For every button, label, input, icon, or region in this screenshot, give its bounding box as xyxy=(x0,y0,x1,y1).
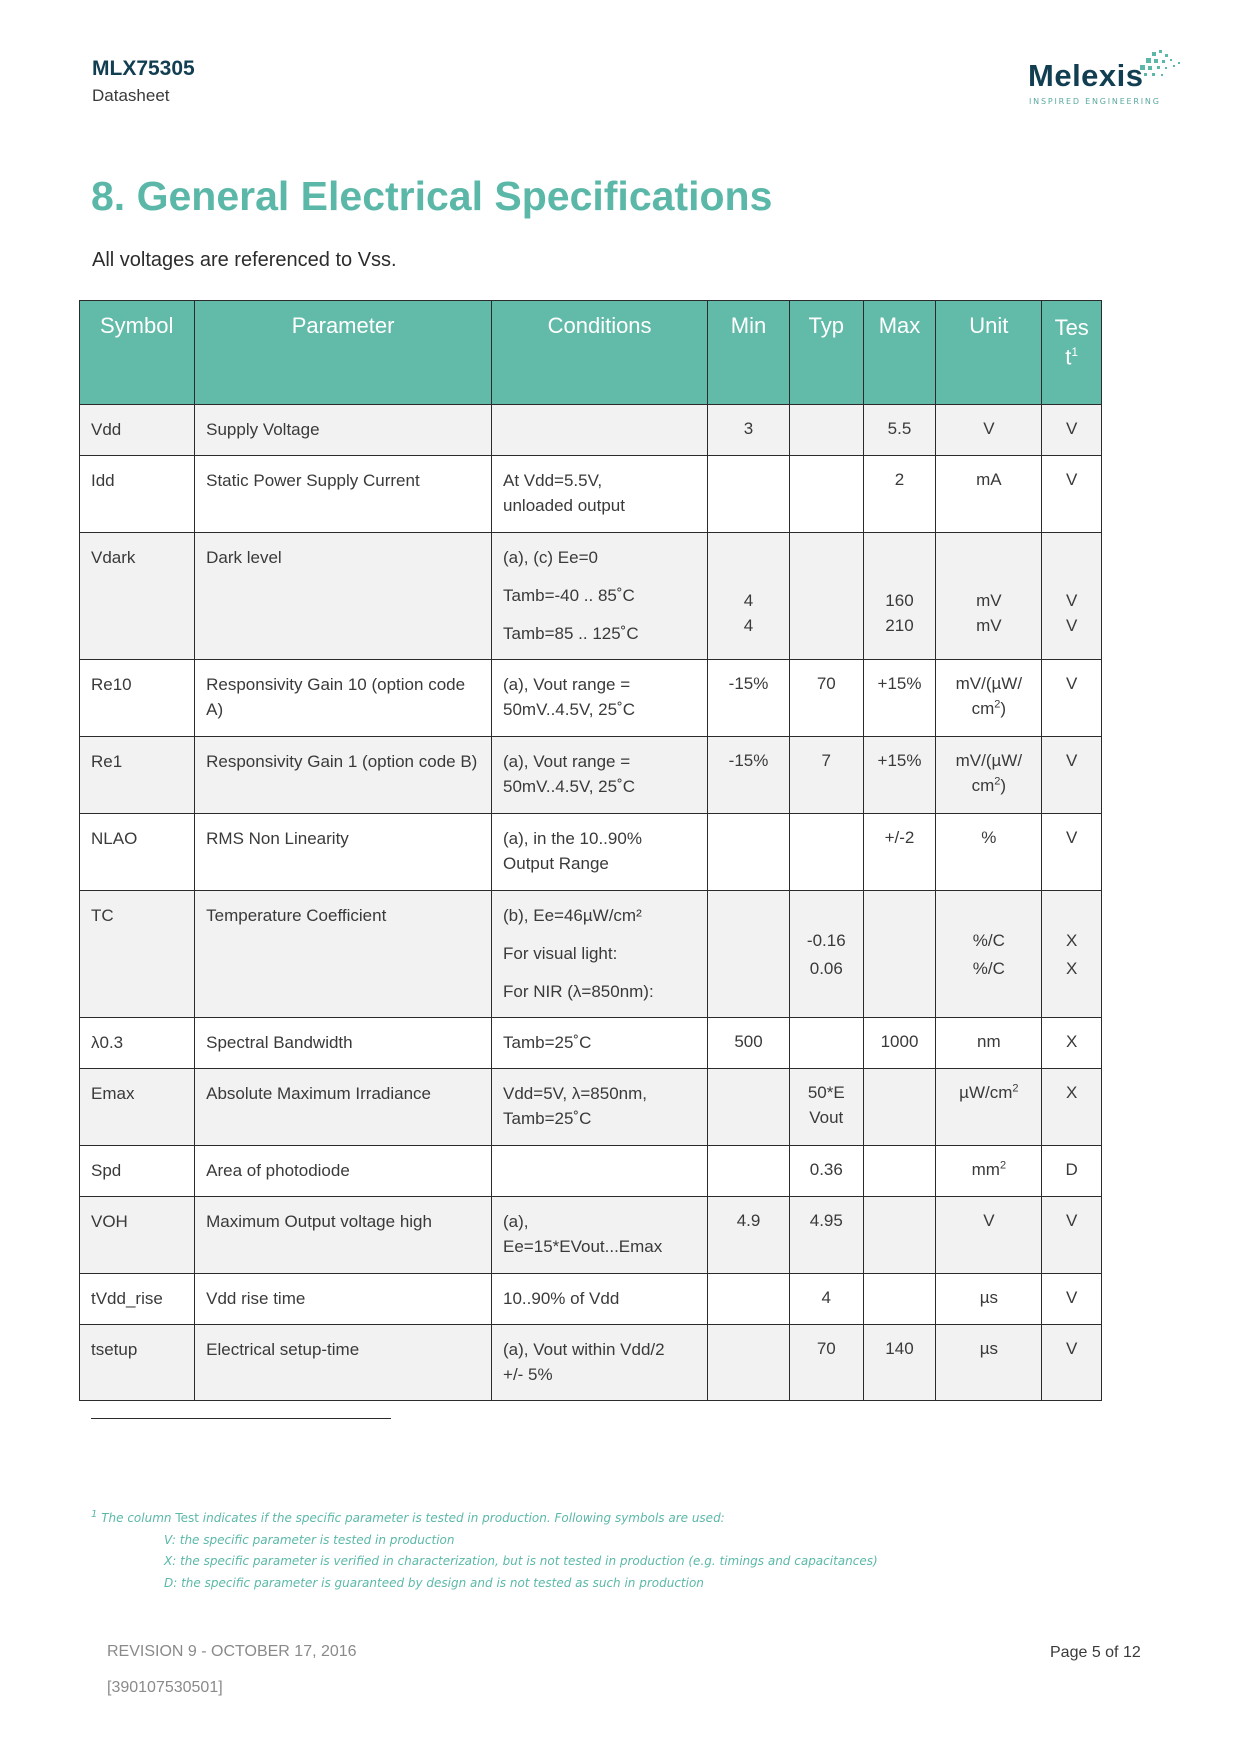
cell-test: V xyxy=(1042,405,1102,456)
condition-line: (a), in the 10..90% xyxy=(503,829,642,848)
cell-unit: % xyxy=(936,814,1042,891)
column-header-symbol: Symbol xyxy=(80,301,195,405)
condition-line: Tamb=85 .. 125˚C xyxy=(503,624,639,643)
section-heading: 8. General Electrical Specifications xyxy=(91,173,773,219)
cell-typ xyxy=(789,533,863,660)
cell-typ: 4 xyxy=(789,1274,863,1325)
cell-test: V xyxy=(1042,1197,1102,1274)
cell-parameter: RMS Non Linearity xyxy=(195,814,492,891)
cell-min: -15% xyxy=(708,660,790,737)
unit-line: cm xyxy=(971,776,995,795)
electrical-specifications-table xyxy=(79,300,1102,1401)
condition-line: 50mV..4.5V, 25˚C xyxy=(503,777,636,796)
condition-line: (b), Ee=46µW/cm² xyxy=(503,906,642,925)
unit-line: cm xyxy=(971,699,995,718)
footnote-v: V: the specific parameter is tested in production xyxy=(164,1532,455,1547)
value-line: Vout xyxy=(809,1108,844,1127)
table-row xyxy=(80,456,1102,533)
page-number: Page 5 of 12 xyxy=(1050,1644,1141,1661)
cell-typ: 0.36 xyxy=(789,1146,863,1197)
cell-parameter: Area of photodiode xyxy=(195,1146,492,1197)
cell-test: V xyxy=(1042,456,1102,533)
cell-typ xyxy=(789,1069,863,1146)
cell-min: 4.9 xyxy=(708,1197,790,1274)
cell-test: X xyxy=(1042,1018,1102,1069)
column-header-conditions: Conditions xyxy=(492,301,708,405)
table-header-row xyxy=(80,301,1102,405)
revision-label: REVISION 9 - OCTOBER 17, 2016 xyxy=(107,1643,357,1660)
table-row xyxy=(80,660,1102,737)
cell-test: V xyxy=(1042,1274,1102,1325)
table-row xyxy=(80,1069,1102,1146)
value-line: mV xyxy=(976,616,1002,635)
cell-symbol: NLAO xyxy=(80,814,195,891)
cell-min: 500 xyxy=(708,1018,790,1069)
cell-typ: 70 xyxy=(789,660,863,737)
cell-max: +15% xyxy=(863,737,936,814)
condition-line: Tamb=25˚C xyxy=(503,1109,592,1128)
cell-min xyxy=(708,891,790,1018)
cell-max xyxy=(863,891,936,1018)
cell-symbol: tVdd_rise xyxy=(80,1274,195,1325)
cell-typ: 4.95 xyxy=(789,1197,863,1274)
cell-min xyxy=(708,1325,790,1401)
condition-line: unloaded output xyxy=(503,496,625,515)
cell-symbol: Emax xyxy=(80,1069,195,1146)
cell-test: V xyxy=(1042,1325,1102,1401)
cell-conditions xyxy=(492,1069,708,1146)
cell-typ: 70 xyxy=(789,1325,863,1401)
table-row xyxy=(80,814,1102,891)
cell-conditions xyxy=(492,737,708,814)
cell-typ xyxy=(789,891,863,1018)
test-header-part-a: Tes xyxy=(1054,315,1089,340)
cell-test: V xyxy=(1042,737,1102,814)
column-header-test xyxy=(1042,301,1102,405)
logo-wordmark: Melexis xyxy=(1028,58,1144,93)
condition-line: (a), (c) Ee=0 xyxy=(503,548,598,567)
cell-max xyxy=(863,1069,936,1146)
cell-max: +/-2 xyxy=(863,814,936,891)
cell-typ: 7 xyxy=(789,737,863,814)
cell-min xyxy=(708,533,790,660)
document-type: Datasheet xyxy=(92,86,170,105)
unit-line: mV/(µW/ xyxy=(955,674,1023,693)
unit-line: ) xyxy=(1000,699,1007,718)
cell-symbol: Idd xyxy=(80,456,195,533)
cell-typ xyxy=(789,405,863,456)
cell-max: 1000 xyxy=(863,1018,936,1069)
cell-unit: mA xyxy=(936,456,1042,533)
cell-conditions xyxy=(492,891,708,1018)
cell-symbol: Spd xyxy=(80,1146,195,1197)
column-header-parameter: Parameter xyxy=(195,301,492,405)
cell-parameter: Temperature Coefficient xyxy=(195,891,492,1018)
cell-max xyxy=(863,533,936,660)
cell-max: 140 xyxy=(863,1325,936,1401)
value-line: %/C xyxy=(972,959,1005,978)
footnotes xyxy=(91,1504,878,1594)
footnote-d: D: the specific parameter is guaranteed by design and is not tested as such in production xyxy=(164,1575,704,1590)
cell-max: 5.5 xyxy=(863,405,936,456)
cell-symbol: tsetup xyxy=(80,1325,195,1401)
table-row xyxy=(80,1197,1102,1274)
cell-max xyxy=(863,1146,936,1197)
footnote-text: The column xyxy=(97,1511,176,1525)
cell-unit xyxy=(936,891,1042,1018)
section-intro: All voltages are referenced to Vss. xyxy=(92,249,397,271)
cell-min xyxy=(708,814,790,891)
cell-max xyxy=(863,1274,936,1325)
unit-superscript: 2 xyxy=(994,775,1001,788)
value-line: mV xyxy=(976,591,1002,610)
condition-line: Output Range xyxy=(503,854,609,873)
test-footnote-marker: 1 xyxy=(1071,345,1079,359)
footnote-intro xyxy=(91,1504,878,1530)
condition-line: (a), Vout within Vdd/2 xyxy=(503,1340,665,1359)
cell-parameter: Electrical setup-time xyxy=(195,1325,492,1401)
cell-min xyxy=(708,1274,790,1325)
cell-parameter: Responsivity Gain 10 (option code A) xyxy=(195,660,492,737)
cell-symbol: Vdd xyxy=(80,405,195,456)
document-id: [390107530501] xyxy=(107,1679,223,1696)
value-line: -0.16 xyxy=(806,931,846,950)
cell-unit xyxy=(936,533,1042,660)
cell-conditions xyxy=(492,405,708,456)
cell-conditions xyxy=(492,660,708,737)
footnote-marker: 1 xyxy=(91,1509,98,1520)
cell-max: 2 xyxy=(863,456,936,533)
footnote-divider xyxy=(91,1418,391,1419)
test-header-part-b: t xyxy=(1065,344,1072,370)
cell-unit xyxy=(936,737,1042,814)
cell-symbol: VOH xyxy=(80,1197,195,1274)
document-header xyxy=(92,56,195,108)
condition-line: For visual light: xyxy=(503,944,618,963)
value-line: 210 xyxy=(885,616,914,635)
condition-line: (a), Vout range = xyxy=(503,675,631,694)
cell-unit xyxy=(936,660,1042,737)
table-row xyxy=(80,1146,1102,1197)
cell-symbol: λ0.3 xyxy=(80,1018,195,1069)
table-row xyxy=(80,1018,1102,1069)
cell-test: X xyxy=(1042,1069,1102,1146)
cell-test xyxy=(1042,891,1102,1018)
cell-max: +15% xyxy=(863,660,936,737)
cell-conditions xyxy=(492,1197,708,1274)
condition-line: Ee=15*EVout...Emax xyxy=(503,1237,663,1256)
cell-unit: µs xyxy=(936,1274,1042,1325)
cell-test: V xyxy=(1042,814,1102,891)
footnote-x: X: the specific parameter is verified in characterization, but is not tested in production (e.g. timings and capacitances) xyxy=(164,1554,878,1568)
cell-conditions xyxy=(492,533,708,660)
condition-line: (a), Vout range = xyxy=(503,752,631,771)
cell-symbol: Vdark xyxy=(80,533,195,660)
column-header-unit: Unit xyxy=(936,301,1042,405)
cell-unit: V xyxy=(936,1197,1042,1274)
cell-test: V xyxy=(1042,660,1102,737)
value-line: V xyxy=(1066,591,1078,610)
cell-test: D xyxy=(1042,1146,1102,1197)
cell-typ xyxy=(789,814,863,891)
cell-conditions xyxy=(492,1325,708,1401)
value-line: X xyxy=(1066,959,1078,978)
cell-typ xyxy=(789,456,863,533)
table-row xyxy=(80,405,1102,456)
condition-line: Tamb=-40 .. 85˚C xyxy=(503,586,635,605)
condition-line: For NIR (λ=850nm): xyxy=(503,982,654,1001)
value-line: 4 xyxy=(743,616,754,635)
cell-symbol: TC xyxy=(80,891,195,1018)
cell-min: -15% xyxy=(708,737,790,814)
table-row xyxy=(80,737,1102,814)
table-row xyxy=(80,1325,1102,1401)
column-header-max: Max xyxy=(863,301,936,405)
cell-unit: µs xyxy=(936,1325,1042,1401)
value-line: 0.06 xyxy=(809,959,843,978)
cell-unit: V xyxy=(936,405,1042,456)
unit-superscript: 2 xyxy=(1012,1082,1019,1095)
unit-superscript: 2 xyxy=(999,1159,1007,1172)
value-line: V xyxy=(1066,616,1078,635)
cell-min: 3 xyxy=(708,405,790,456)
cell-parameter: Responsivity Gain 1 (option code B) xyxy=(195,737,492,814)
cell-parameter: Static Power Supply Current xyxy=(195,456,492,533)
footnote-text: indicates if the specific parameter is tested in production. Following symbols are used: xyxy=(198,1511,725,1525)
condition-line: Vdd=5V, λ=850nm, xyxy=(503,1084,648,1103)
cell-parameter: Maximum Output voltage high xyxy=(195,1197,492,1274)
cell-conditions: 10..90% of Vdd xyxy=(492,1274,708,1325)
unit-line: mm xyxy=(971,1160,1000,1179)
cell-unit: nm xyxy=(936,1018,1042,1069)
value-line: 4 xyxy=(743,591,754,610)
value-line: %/C xyxy=(972,931,1005,950)
cell-conditions xyxy=(492,1146,708,1197)
cell-unit xyxy=(936,1146,1042,1197)
unit-line: mV/(µW/ xyxy=(955,751,1023,770)
column-header-min: Min xyxy=(708,301,790,405)
melexis-logo xyxy=(1028,50,1188,110)
cell-conditions: Tamb=25˚C xyxy=(492,1018,708,1069)
cell-min xyxy=(708,1069,790,1146)
logo-tagline: INSPIRED ENGINEERING xyxy=(1029,97,1161,106)
cell-symbol: Re10 xyxy=(80,660,195,737)
cell-max xyxy=(863,1197,936,1274)
table-row xyxy=(80,891,1102,1018)
value-line: 50*E xyxy=(807,1083,845,1102)
cell-unit xyxy=(936,1069,1042,1146)
cell-parameter: Dark level xyxy=(195,533,492,660)
table-row xyxy=(80,533,1102,660)
column-header-typ: Typ xyxy=(789,301,863,405)
unit-line: µW/cm xyxy=(959,1083,1013,1102)
cell-parameter: Supply Voltage xyxy=(195,405,492,456)
cell-conditions xyxy=(492,456,708,533)
unit-superscript: 2 xyxy=(994,698,1001,711)
cell-test xyxy=(1042,533,1102,660)
cell-min xyxy=(708,1146,790,1197)
footnote-test-word: Test xyxy=(175,1511,199,1525)
table-row xyxy=(80,1274,1102,1325)
condition-line: 50mV..4.5V, 25˚C xyxy=(503,700,636,719)
unit-line: ) xyxy=(1000,776,1007,795)
condition-line: (a), xyxy=(503,1212,529,1231)
cell-parameter: Spectral Bandwidth xyxy=(195,1018,492,1069)
value-line: X xyxy=(1066,931,1078,950)
cell-min xyxy=(708,456,790,533)
cell-parameter: Absolute Maximum Irradiance xyxy=(195,1069,492,1146)
condition-line: +/- 5% xyxy=(503,1365,553,1384)
cell-typ xyxy=(789,1018,863,1069)
product-title: MLX75305 xyxy=(92,57,195,80)
cell-parameter: Vdd rise time xyxy=(195,1274,492,1325)
cell-symbol: Re1 xyxy=(80,737,195,814)
condition-line: At Vdd=5.5V, xyxy=(503,471,603,490)
cell-conditions xyxy=(492,814,708,891)
value-line: 160 xyxy=(885,591,914,610)
